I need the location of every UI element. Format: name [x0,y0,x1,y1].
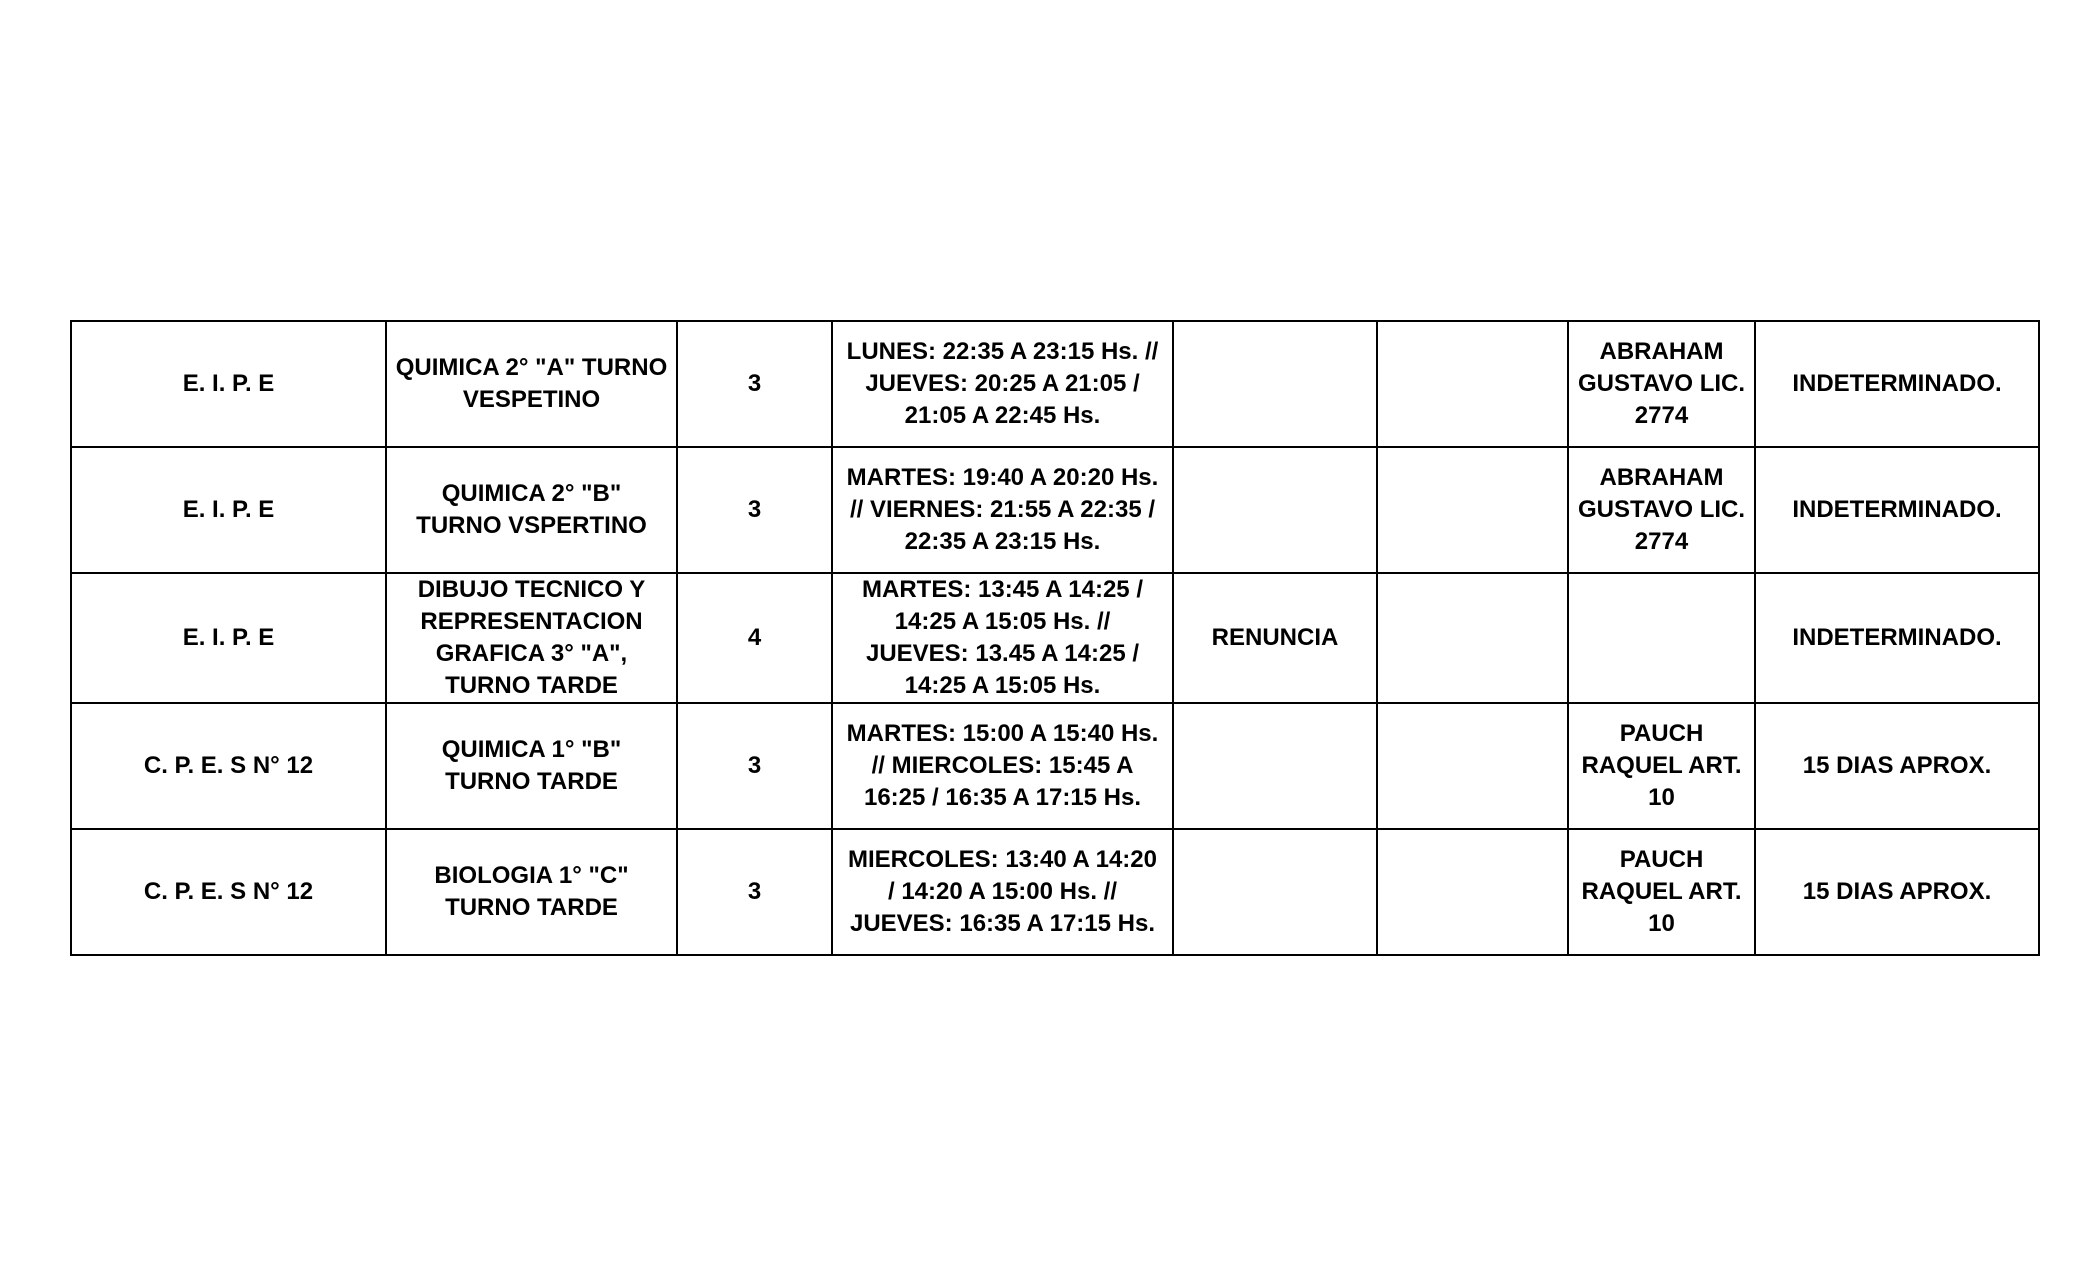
holder-cell: ABRAHAM GUSTAVO LIC. 2774 [1568,447,1755,573]
table-row [71,447,2039,573]
table-row [71,573,2039,703]
extra-cell [1377,321,1568,447]
schedule-cell: MARTES: 13:45 A 14:25 / 14:25 A 15:05 Hs. // JUEVES: 13.45 A 14:25 / 14:25 A 15:05 Hs. [832,573,1173,703]
status-cell [1173,447,1377,573]
subject-cell: QUIMICA 2° "A" TURNO VESPETINO [386,321,677,447]
extra-cell [1377,703,1568,829]
hours-cell: 4 [677,573,832,703]
status-cell: RENUNCIA [1173,573,1377,703]
extra-cell [1377,829,1568,955]
duration-cell: 15 DIAS APROX. [1755,703,2039,829]
school-cell: C. P. E. S N° 12 [71,829,386,955]
table-row [71,321,2039,447]
school-cell: E. I. P. E [71,573,386,703]
holder-cell [1568,573,1755,703]
extra-cell [1377,447,1568,573]
status-cell [1173,321,1377,447]
duration-cell: INDETERMINADO. [1755,447,2039,573]
schedule-cell: MARTES: 19:40 A 20:20 Hs. // VIERNES: 21:55 A 22:35 / 22:35 A 23:15 Hs. [832,447,1173,573]
vacancy-table [70,320,2040,956]
status-cell [1173,703,1377,829]
school-cell: E. I. P. E [71,321,386,447]
holder-cell: ABRAHAM GUSTAVO LIC. 2774 [1568,321,1755,447]
hours-cell: 3 [677,703,832,829]
status-cell [1173,829,1377,955]
table-row [71,829,2039,955]
schedule-cell: MIERCOLES: 13:40 A 14:20 / 14:20 A 15:00 Hs. // JUEVES: 16:35 A 17:15 Hs. [832,829,1173,955]
subject-cell: BIOLOGIA 1° "C" TURNO TARDE [386,829,677,955]
hours-cell: 3 [677,321,832,447]
extra-cell [1377,573,1568,703]
holder-cell: PAUCH RAQUEL ART. 10 [1568,829,1755,955]
hours-cell: 3 [677,829,832,955]
schedule-cell: LUNES: 22:35 A 23:15 Hs. // JUEVES: 20:25 A 21:05 / 21:05 A 22:45 Hs. [832,321,1173,447]
school-cell: C. P. E. S N° 12 [71,703,386,829]
schedule-cell: MARTES: 15:00 A 15:40 Hs. // MIERCOLES: 15:45 A 16:25 / 16:35 A 17:15 Hs. [832,703,1173,829]
schedule-sheet [70,320,2038,956]
subject-cell: QUIMICA 1° "B" TURNO TARDE [386,703,677,829]
holder-cell: PAUCH RAQUEL ART. 10 [1568,703,1755,829]
subject-cell: DIBUJO TECNICO Y REPRESENTACION GRAFICA 3° "A", TURNO TARDE [386,573,677,703]
hours-cell: 3 [677,447,832,573]
subject-cell: QUIMICA 2° "B" TURNO VSPERTINO [386,447,677,573]
table-row [71,703,2039,829]
school-cell: E. I. P. E [71,447,386,573]
duration-cell: 15 DIAS APROX. [1755,829,2039,955]
duration-cell: INDETERMINADO. [1755,573,2039,703]
duration-cell: INDETERMINADO. [1755,321,2039,447]
